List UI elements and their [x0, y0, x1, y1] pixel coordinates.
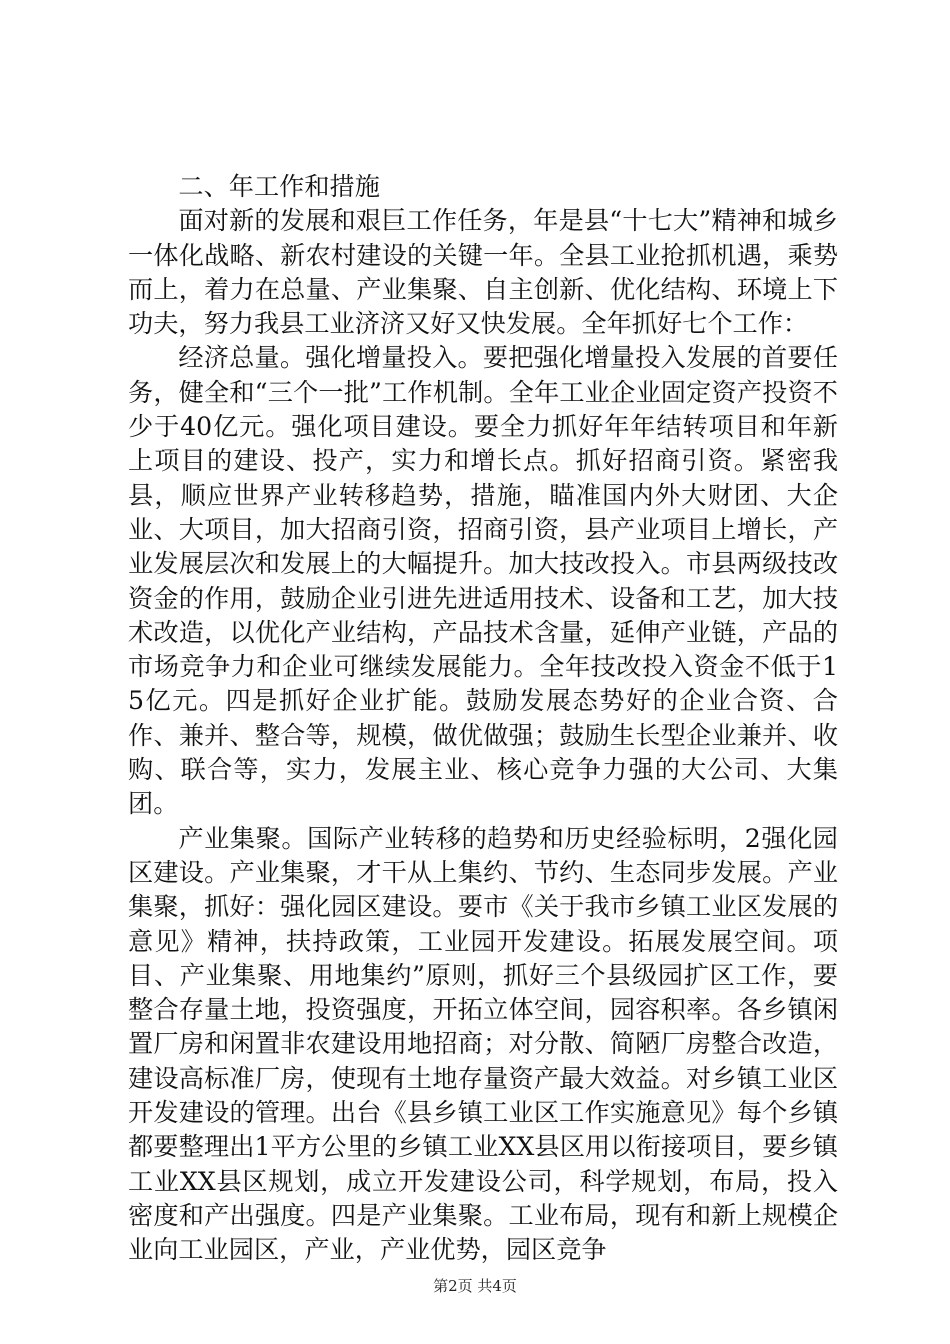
document-body	[128, 170, 838, 1268]
page-number-footer: 第2页 共4页	[433, 1277, 517, 1295]
paragraph-industrial-cluster: 产业集聚。国际产业转移的趋势和历史经验标明，2强化园区建设。产业集聚，才干从上集约、节约、生态同步发展。产业集聚，抓好：强化园区建设。要市《关于我市乡镇工业区发展的意见》精神，扶持政策，工业园开发建设。拓展发展空间。项目、产业集聚、用地集约”原则，抓好三个县级园扩区工作，要整合存量土地，投资强度，开拓立体空间，园容积率。各乡镇闲置厂房和闲置非农建设用地招商；对分散、简陋厂房整合改造，建设高标准厂房，使现有土地存量资产最大效益。对乡镇工业区开发建设的管理。出台《县乡镇工业区工作实施意见》每个乡镇都要整理出1平方公里的乡镇工业XX县区用以衔接项目，要乡镇工业XX县区规划，成立开发建设公司，科学规划，布局，投入密度和产出强度。四是产业集聚。工业布局，现有和新上规模企业向工业园区，产业，产业优势，园区竞争	[128, 823, 838, 1265]
paragraph-intro: 面对新的发展和艰巨工作任务，年是县“十七大”精神和城乡一体化战略、新农村建设的关键一年。全县工业抢抓机遇，乘势而上，着力在总量、产业集聚、自主创新、优化结构、环境上下功夫，努力我县工业济济又好又快发展。全年抓好七个工作：	[128, 206, 838, 339]
paragraph-economic-total: 经济总量。强化增量投入。要把强化增量投入发展的首要任务，健全和“三个一批”工作机制。全年工业企业固定资产投资不少于40亿元。强化项目建设。要全力抓好年年结转项目和年新上项目的建设、投产，实力和增长点。抓好招商引资。紧密我县，顺应世界产业转移趋势，措施，瞄准国内外大财团、大企业、大项目，加大招商引资，招商引资，县产业项目上增长，产业发展层次和发展上的大幅提升。加大技改投入。市县两级技改资金的作用，鼓励企业引进先进适用技术、设备和工艺，加大技术改造，以优化产业结构，产品技术含量，延伸产业链，产品的市场竞争力和企业可继续发展能力。全年技改投入资金不低于15亿元。四是抓好企业扩能。鼓励发展态势好的企业合资、合作、兼并、整合等，规模，做优做强；鼓励生长型企业兼并、收购、联合等，实力，发展主业、核心竞争力强的大公司、大集团。	[128, 343, 838, 819]
section-heading: 二、年工作和措施	[178, 172, 380, 201]
